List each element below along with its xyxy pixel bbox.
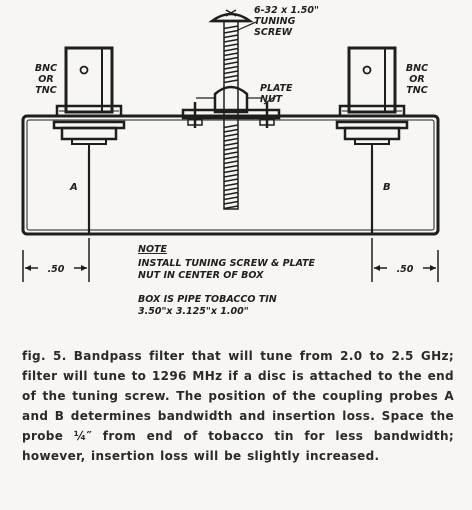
- figure-caption: [22, 346, 454, 466]
- box-description-line-1: BOX IS PIPE TOBACCO TIN: [138, 294, 277, 305]
- screw-thread: [224, 206, 238, 209]
- screw-thread: [224, 76, 238, 79]
- screw-thread: [224, 152, 238, 155]
- screw-name-label-2: SCREW: [254, 27, 293, 38]
- figure-caption-text: Bandpass filter that will tune from 2.0 to 2.5 GHz; filter will tune to 1296 MHz if a disc is attached to the end of the tuning screw. The position of the coupling probes A and B determines bandwidth and insertion loss. Space the probe ¼″ from end of tobacco tin for less bandwidth; however, insertion loss will be slightly increased.: [22, 349, 454, 463]
- screw-thread: [224, 170, 238, 173]
- screw-thread: [224, 161, 238, 164]
- connector-left-label-3: TNC: [35, 85, 57, 96]
- screw-thread: [224, 130, 238, 133]
- screw-thread: [224, 143, 238, 146]
- screw-thread: [224, 179, 238, 182]
- screw-size-label: 6-32 x 1.50": [254, 5, 319, 16]
- screw-thread: [224, 26, 238, 29]
- screw-thread: [224, 139, 238, 142]
- connector-left: [54, 48, 124, 150]
- screw-thread: [224, 58, 238, 61]
- box-description-line-2: 3.50"x 3.125"x 1.00": [138, 306, 249, 317]
- screw-thread: [224, 35, 238, 38]
- screw-thread: [224, 44, 238, 47]
- screw-thread: [224, 175, 238, 178]
- figure-number: fig. 5.: [22, 349, 67, 363]
- screw-thread: [224, 53, 238, 56]
- screw-thread: [224, 193, 238, 196]
- screw-thread: [224, 71, 238, 74]
- tobacco-tin-box: [23, 116, 438, 234]
- probe-b-label: B: [383, 182, 391, 193]
- screw-thread: [224, 134, 238, 137]
- probe-a-label: A: [70, 182, 78, 193]
- screw-thread: [224, 148, 238, 151]
- dimension-left-value: .50: [47, 264, 65, 275]
- plate-nut-label-2: NUT: [260, 94, 283, 105]
- screw-thread: [224, 202, 238, 205]
- screw-thread: [224, 197, 238, 200]
- connector-right-label-1: BNC: [405, 63, 429, 74]
- connector-right: [337, 48, 407, 150]
- dimension-right: [372, 238, 438, 282]
- screw-thread: [224, 80, 238, 83]
- dimension-left: [23, 238, 89, 282]
- screw-thread: [224, 166, 238, 169]
- screw-thread: [224, 31, 238, 34]
- screw-thread: [224, 40, 238, 43]
- note-line-1: INSTALL TUNING SCREW & PLATE: [138, 258, 315, 269]
- connector-left-label-2: OR: [38, 74, 54, 85]
- screw-name-label-1: TUNING: [254, 16, 296, 27]
- screw-thread: [224, 188, 238, 191]
- connector-right-label-3: TNC: [406, 85, 428, 96]
- connector-right-label-2: OR: [409, 74, 425, 85]
- screw-thread: [224, 125, 238, 128]
- connector-left-label-1: BNC: [34, 63, 58, 74]
- screw-thread: [224, 62, 238, 65]
- screw-thread: [224, 67, 238, 70]
- note-line-2: NUT IN CENTER OF BOX: [138, 270, 264, 281]
- screw-thread: [224, 157, 238, 160]
- screw-thread: [224, 49, 238, 52]
- dimension-right-value: .50: [396, 264, 414, 275]
- note-title: NOTE: [138, 244, 167, 255]
- plate-nut-label-1: PLATE: [260, 83, 293, 94]
- screw-thread: [224, 184, 238, 187]
